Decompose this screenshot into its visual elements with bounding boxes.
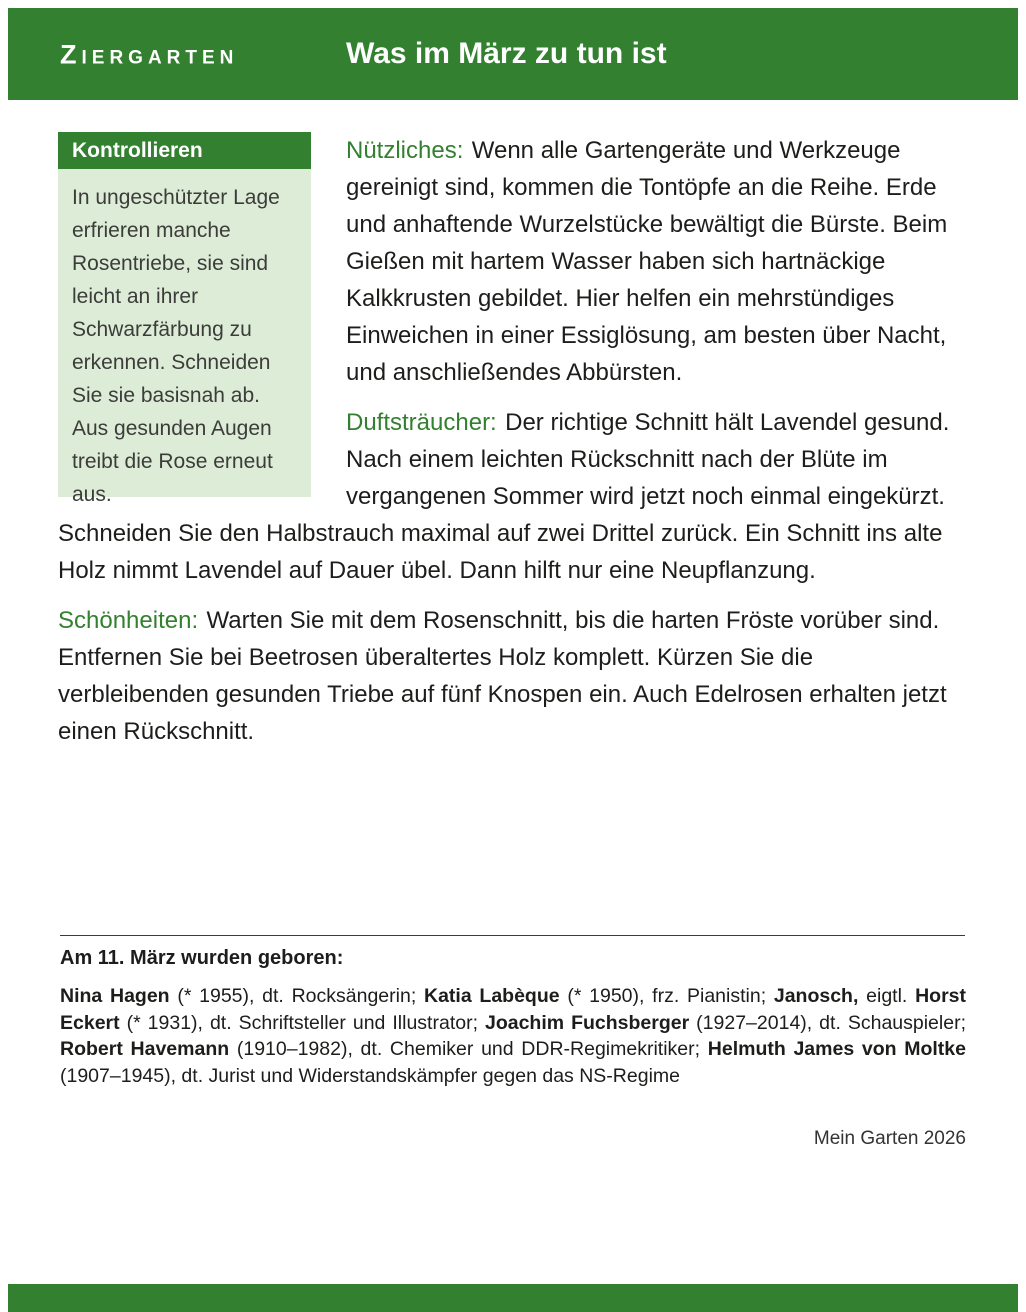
births-heading: Am 11. März wurden geboren: (60, 947, 344, 969)
birth-name: Helmuth James von Moltke (707, 1038, 966, 1060)
birth-name: Joachim Fuchsberger (484, 1011, 690, 1034)
birth-detail: (* 1955), dt. Rocksängerin; (169, 985, 424, 1007)
paragraph-label: Schönheiten: (58, 607, 199, 634)
births-paragraph (60, 983, 966, 1089)
paragraph-label: Nützliches: (346, 137, 464, 164)
bottom-bar (8, 1284, 1018, 1312)
birth-name: Robert Havemann (60, 1038, 230, 1060)
edition-label: Mein Garten 2026 (813, 1128, 966, 1149)
birth-name: Nina Hagen (60, 985, 170, 1007)
page-title: Was im März zu tun ist (346, 37, 667, 70)
paragraph-label: Duftsträucher: (346, 409, 497, 436)
section-divider (60, 935, 965, 936)
birth-detail: (1907–1945), dt. Jurist und Widerstandskämpfer gegen das NS-Regime (60, 1064, 680, 1087)
sidebar-title: Kontrollieren (58, 132, 311, 169)
paragraph-schoenheiten (58, 602, 965, 750)
birth-name: Janosch, (773, 985, 859, 1007)
birth-detail: (1927–2014), dt. Schauspieler; (689, 1011, 966, 1034)
paragraph-text: Wenn alle Gartengeräte und Werkzeuge gereinigt sind, kommen die Tontöpfe an die Reihe. Erde und anhaftende Wurzelstücke bewältigt die Bürste. Beim Gießen mit hartem Wasser haben sich hartnäckige Kalkkrusten gebildet. Hier helfen ein mehrstündiges Einweichen in einer Essiglösung, am besten über Nacht, und anschließendes Abbürsten. (346, 137, 948, 386)
article (58, 132, 965, 763)
sidebar-text: In ungeschützter Lage erfrieren manche Rosentriebe, sie sind leicht an ihrer Schwarzfärbung zu erkennen. Schneiden Sie sie basisnah ab. Aus gesunden Augen treibt die Rose erneut aus. (58, 169, 311, 497)
top-banner (8, 8, 1018, 100)
paragraph-text: Der richtige Schnitt hält Lavendel gesund. Nach einem leichten Rückschnitt nach der Blüte im vergangenen Sommer wird jetzt noch einmal eingekürzt. Schneiden Sie den Halbstrauch maximal auf zwei Drittel zurück. Ein Schnitt ins alte Holz nimmt Lavendel auf Dauer übel. Dann hilft nur eine Neupflanzung. (58, 409, 950, 584)
birth-detail: (1910–1982), dt. Chemiker und DDR-Regimekritiker; (229, 1038, 708, 1060)
birth-name: Katia Labèque (423, 985, 560, 1007)
births-section (60, 947, 966, 1089)
birth-detail: (* 1931), dt. Schriftsteller und Illustrator; (119, 1011, 485, 1034)
paragraph-text: Warten Sie mit dem Rosenschnitt, bis die harten Fröste vorüber sind. Entfernen Sie bei Beetrosen überaltertes Holz komplett. Kürzen Sie die verbleibenden gesunden Triebe auf fünf Knospen ein. Auch Edelrosen erhalten jetzt einen Rückschnitt. (58, 607, 947, 745)
birth-detail: (* 1950), frz. Pianistin; (559, 985, 774, 1007)
birth-detail: eigtl. (858, 985, 916, 1007)
birth-name: Horst Eckert (60, 985, 966, 1034)
kicker-label: ZIERGARTEN (60, 39, 239, 70)
sidebar-box (58, 132, 311, 506)
